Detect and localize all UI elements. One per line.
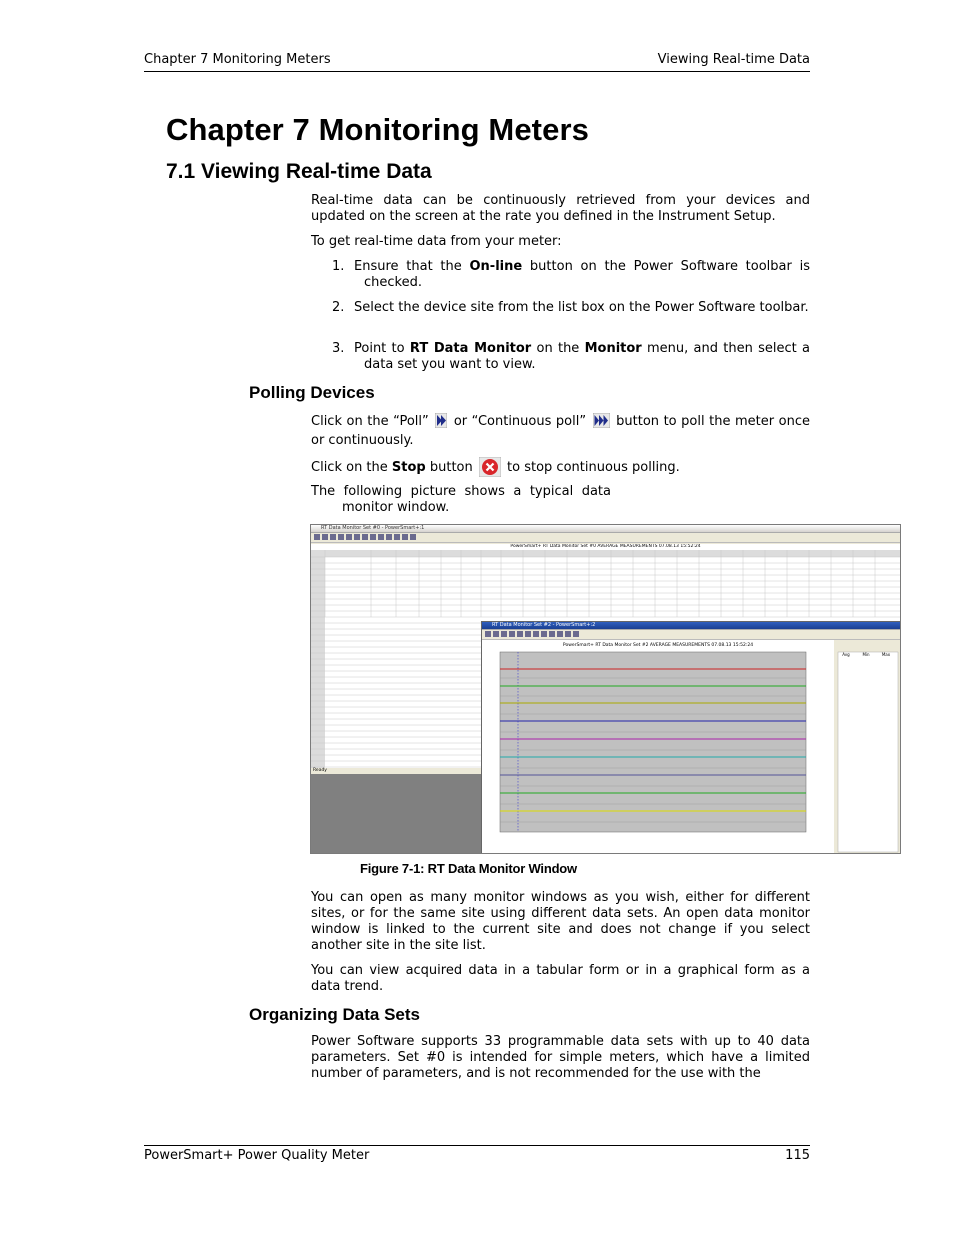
- header-rule: [144, 71, 810, 72]
- stop-icon: [479, 457, 501, 482]
- step-number: 3.: [332, 341, 345, 356]
- chart-header: PowerSmart+ RT Data Monitor Set #2 AVERAGE MEASUREMENTS 07.08.13 15:52:24: [562, 643, 754, 648]
- footer-rule: [144, 1145, 810, 1146]
- intro-paragraph-2: To get real-time data from your meter:: [311, 234, 562, 249]
- page-number: 115: [785, 1148, 810, 1163]
- side-col-max: Max: [881, 652, 891, 657]
- rt-data-monitor-screenshot: [310, 524, 901, 854]
- side-col-avg: Avg: [842, 652, 850, 657]
- figure-caption: Figure 7-1: RT Data Monitor Window: [360, 861, 577, 876]
- polling-devices-heading: Polling Devices: [249, 383, 375, 402]
- figure-intro-text: The following picture shows a typical data monitor window.: [311, 484, 611, 515]
- window-toolbar: [311, 533, 900, 543]
- status-bar: Ready: [311, 768, 483, 774]
- organizing-paragraph-3: Power Software supports 33 programmable data sets with up to 40 data parameters. Set #0 is intended for simple meters, which have a limited number of parameters, and is not recommended for the use with the: [311, 1034, 810, 1081]
- poll-icon: [435, 413, 447, 433]
- organizing-data-sets-heading: Organizing Data Sets: [249, 1005, 420, 1024]
- stop-paragraph: Click on the Stop button to stop continuous polling.: [311, 457, 810, 482]
- trend-chart: [482, 640, 901, 854]
- window-title: RT Data Monitor Set #2 - PowerSmart+:2: [492, 622, 596, 628]
- step-1: 1. Ensure that the On-line button on the Power Software toolbar is checked.: [332, 259, 810, 290]
- organizing-intro-paragraph: You can open as many monitor windows as you wish, either for different sites, or for the same site using different data sets. An open data monitor window is linked to the current site and does not change if you select another site in the site list.: [311, 890, 810, 953]
- running-header-right: Viewing Real-time Data: [657, 52, 810, 67]
- window-title-bar: [482, 622, 901, 630]
- step-3: 3. Point to RT Data Monitor on the Monitor menu, and then select a data set you want to view.: [332, 341, 810, 372]
- data-table-header-title: PowerSmart+ RT Data Monitor Set #0 AVERAGE MEASUREMENTS 07.08.13 15:52:24: [311, 544, 900, 550]
- footer-left: PowerSmart+ Power Quality Meter: [144, 1148, 370, 1163]
- side-col-min: Min: [862, 652, 870, 657]
- polling-paragraph: Click on the “Poll” or “Continuous poll” button to poll the meter once or continuously.: [311, 414, 810, 448]
- monitor-window-set-2: [481, 621, 901, 854]
- window-title: RT Data Monitor Set #0 - PowerSmart+:1: [321, 525, 425, 531]
- section-title: 7.1 Viewing Real-time Data: [166, 160, 432, 183]
- step-number: 2.: [332, 300, 345, 315]
- running-header-left: Chapter 7 Monitoring Meters: [144, 52, 331, 67]
- organizing-paragraph-2: You can view acquired data in a tabular form or in a graphical form as a data trend.: [311, 963, 810, 994]
- continuous-poll-icon: [593, 413, 610, 433]
- step-2: 2. Select the device site from the list box on the Power Software toolbar.: [332, 300, 809, 315]
- chapter-title: Chapter 7 Monitoring Meters: [166, 112, 589, 147]
- intro-paragraph: Real-time data can be continuously retrieved from your devices and updated on the screen at the rate you defined in the Instrument Setup.: [311, 193, 810, 224]
- window-toolbar: [482, 630, 901, 640]
- step-number: 1.: [332, 259, 345, 274]
- window-title-bar: [311, 525, 900, 533]
